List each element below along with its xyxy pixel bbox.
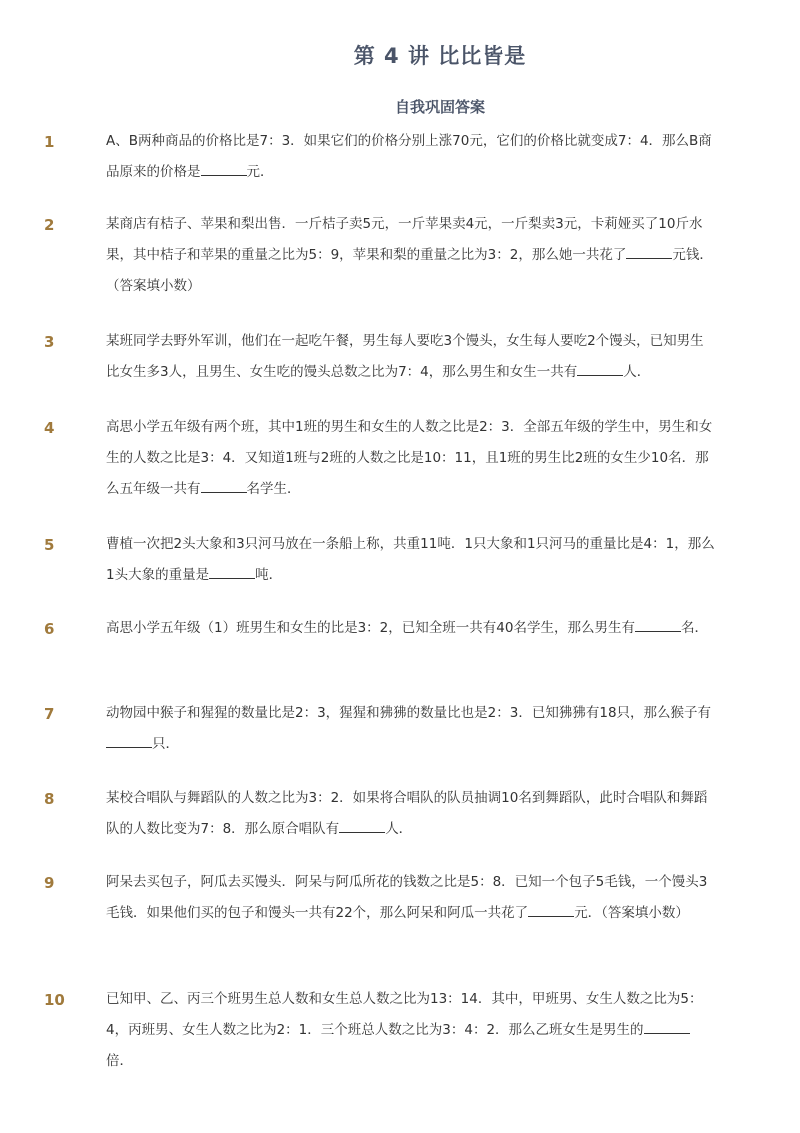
question-text [106, 867, 716, 929]
question-tail: 吨． [255, 567, 283, 583]
question-tail: 元．（答案填小数） [574, 905, 689, 921]
question-number: 8 [44, 790, 55, 808]
question-number: 5 [44, 536, 55, 554]
answer-blank[interactable] [644, 1019, 690, 1034]
answer-blank[interactable] [626, 244, 672, 259]
question-stem: 某班同学去野外军训，他们在一起吃午餐，男生每人要吃3个馒头，女生每人要吃2个馒头，已知男生比女生多3人，且男生、女生吃的馒头总数之比为7：4，那么男生和女生一共有 [106, 333, 704, 380]
question-tail: 名学生． [246, 481, 301, 497]
question-text [106, 529, 716, 591]
question-stem: 阿呆去买包子，阿瓜去买馒头．阿呆与阿瓜所花的钱数之比是5：8．已知一个包子5毛钱，一个馒头3毛钱．如果他们买的包子和馒头一共有22个，那么阿呆和阿瓜一共花了 [106, 874, 708, 921]
question-tail: 人． [623, 364, 651, 380]
question-tail: 只． [152, 736, 179, 752]
question-stem: 高思小学五年级（1）班男生和女生的比是3：2，已知全班一共有40名学生，那么男生有 [106, 620, 635, 636]
answer-blank[interactable] [106, 733, 152, 748]
question-text [106, 126, 716, 188]
question-tail: 倍． [106, 1053, 133, 1069]
question-number: 4 [44, 419, 55, 437]
question-stem: 动物园中猴子和猩猩的数量比是2：3，猩猩和狒狒的数量比也是2：3．已知狒狒有18只，那么猴子有 [106, 705, 712, 721]
answer-blank[interactable] [528, 902, 574, 917]
answer-blank[interactable] [339, 818, 385, 833]
question-stem: 已知甲、乙、丙三个班男生总人数和女生总人数之比为13：14．其中，甲班男、女生人数之比为5：4，丙班男、女生人数之比为2：1．三个班总人数之比为3：4：2．那么乙班女生是男生的 [106, 991, 703, 1038]
question-stem: 曹植一次把2头大象和3只河马放在一条船上称，共重11吨．1只大象和1只河马的重量比是4：1，那么1头大象的重量是 [106, 536, 715, 583]
question-stem: 高思小学五年级有两个班，其中1班的男生和女生的人数之比是2：3．全部五年级的学生中，男生和女生的人数之比是3：4．又知道1班与2班的人数之比是10：11，且1班的男生比2班的女生少10名．那么五年级一共有 [106, 419, 713, 497]
question-tail: 元钱．（答案填小数） [106, 247, 713, 294]
answer-blank[interactable] [201, 478, 247, 493]
question-number: 10 [44, 991, 65, 1009]
section-subtitle: 自我巩固答案 [394, 98, 485, 116]
answer-blank[interactable] [635, 617, 681, 632]
question-number: 9 [44, 874, 55, 892]
question-number: 2 [44, 216, 55, 234]
page-title: 第 4 讲 比比皆是 [353, 44, 527, 68]
question-tail: 元． [246, 164, 274, 180]
question-text [106, 613, 716, 644]
question-stem: 某商店有桔子、苹果和梨出售．一斤桔子卖5元，一斤苹果卖4元，一斤梨卖3元，卡莉娅买了10斤水果，其中桔子和苹果的重量之比为5：9，苹果和梨的重量之比为3：2，那么她一共花了 [106, 216, 703, 263]
question-text [106, 326, 716, 388]
question-text [106, 783, 716, 845]
question-number: 7 [44, 705, 55, 723]
question-number: 3 [44, 333, 55, 351]
answer-blank[interactable] [577, 361, 623, 376]
question-stem: A、B两种商品的价格比是7：3．如果它们的价格分别上涨70元，它们的价格比就变成7：4．那么B商品原来的价格是 [106, 133, 712, 180]
question-text [106, 984, 716, 1077]
question-text [106, 698, 716, 760]
question-tail: 名． [680, 620, 708, 636]
question-stem: 某校合唱队与舞蹈队的人数之比为3：2．如果将合唱队的队员抽调10名到舞蹈队，此时合唱队和舞蹈队的人数比变为7：8．那么原合唱队有 [106, 790, 708, 837]
question-number: 1 [44, 133, 55, 151]
answer-blank[interactable] [201, 161, 247, 176]
question-text [106, 209, 716, 302]
answer-blank[interactable] [209, 564, 255, 579]
question-text [106, 412, 716, 505]
question-tail: 人． [385, 821, 413, 837]
question-number: 6 [44, 620, 55, 638]
